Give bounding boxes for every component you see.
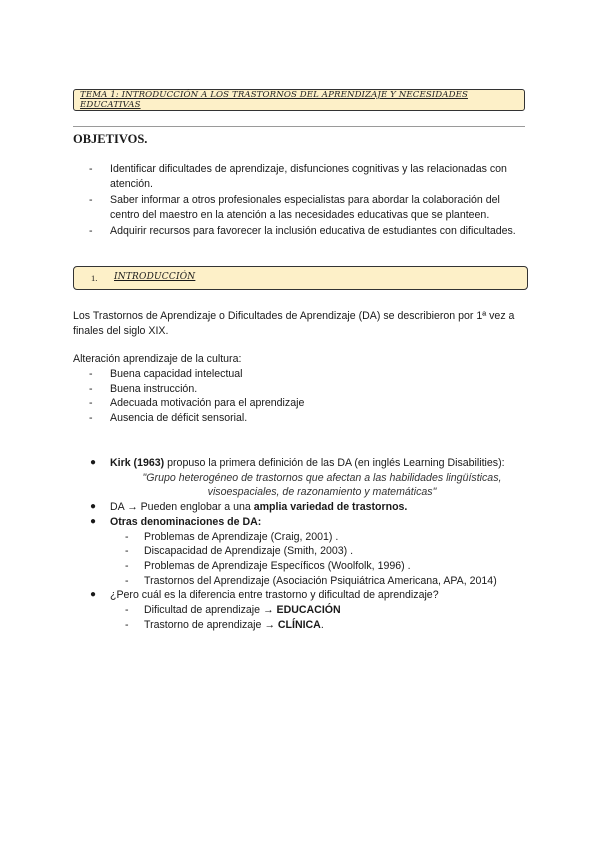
dash-marker: - [125, 530, 129, 543]
list-item-da [85, 500, 535, 515]
dash-marker: - [125, 545, 129, 558]
trastorno-bold: CLÍNICA [277, 618, 321, 631]
dash-marker: - [89, 412, 93, 425]
list-item [75, 162, 525, 191]
list-item [110, 544, 535, 559]
section-title: INTRODUCCIÓN [114, 272, 196, 282]
objetivos-list [75, 162, 525, 240]
dash-marker: - [89, 368, 93, 380]
bullet-list [85, 456, 535, 632]
da-bold: amplia variedad de trastornos. [253, 501, 408, 514]
section-number: 1. [91, 273, 98, 283]
otras-text: Discapacidad de Aprendizaje (Smith, 2003) . [144, 545, 354, 558]
dificultad-bold: EDUCACIÓN [276, 604, 341, 617]
dash-marker: - [89, 193, 93, 206]
alteracion-text: Ausencia de déficit sensorial. [110, 412, 248, 425]
list-item-otras [85, 515, 535, 589]
trastorno-end: . [320, 618, 324, 631]
alteracion-text: Adecuada motivación para el aprendizaje [110, 397, 305, 410]
bullet-marker: ● [90, 515, 97, 527]
dash-marker: - [89, 163, 93, 175]
otras-list [110, 530, 535, 589]
list-item [75, 411, 525, 426]
otras-text: Problemas de Aprendizaje Específicos (Woolfolk, 1996) . [144, 559, 411, 572]
list-item [75, 224, 525, 239]
list-item [75, 193, 525, 222]
list-item [110, 559, 535, 574]
otras-text: Trastornos del Aprendizaje (Asociación Psiquiátrica Americana, APA, 2014) [144, 574, 497, 587]
objetivos-heading: OBJETIVOS. [73, 132, 148, 146]
objetivo-text: Saber informar a otros profesionales especialistas para abordar la colaboración del centro del maestro en la atención a las necesidades educativas que se planteen. [110, 193, 500, 221]
bullet-marker: ● [90, 589, 97, 601]
dash-marker: - [125, 618, 129, 631]
list-item [75, 367, 525, 382]
dash-marker: - [89, 382, 93, 395]
topic-title: TEMA 1: INTRODUCCIÓN A LOS TRASTORNOS DEL APRENDIZAJE Y NECESIDADES EDUCATIVAS [80, 90, 468, 110]
question-text: ¿Pero cuál es la diferencia entre trastorno y dificultad de aprendizaje? [110, 589, 439, 602]
difference-list [110, 603, 535, 632]
list-item [110, 618, 535, 633]
list-item [110, 530, 535, 545]
bullet-marker: ● [90, 501, 97, 513]
da-text: DA → Pueden englobar a una [110, 501, 254, 514]
dash-marker: - [89, 224, 93, 237]
section-heading-box [73, 266, 528, 290]
list-item [110, 603, 535, 618]
alteracion-text: Buena capacidad intelectual [110, 368, 243, 380]
list-item [75, 396, 525, 411]
otras-heading: Otras denominaciones de DA: [110, 515, 262, 528]
kirk-name: Kirk (1963) [110, 457, 165, 469]
otras-text: Problemas de Aprendizaje (Craig, 2001) . [144, 530, 339, 543]
list-item [110, 574, 535, 589]
list-item-question [85, 588, 535, 632]
alteracion-text: Buena instrucción. [110, 382, 198, 395]
bullet-marker: ● [90, 457, 97, 468]
dash-marker: - [89, 397, 93, 410]
divider [73, 126, 525, 127]
alteracion-list [75, 367, 525, 426]
dash-marker: - [125, 559, 129, 572]
list-item [75, 382, 525, 397]
intro-paragraph: Los Trastornos de Aprendizaje o Dificultades de Aprendizaje (DA) se describieron por 1ª vez a finales del siglo XIX. [73, 310, 515, 337]
list-item-kirk [85, 456, 535, 500]
objetivo-text: Adquirir recursos para favorecer la inclusión educativa de estudiantes con dificultades. [110, 224, 516, 237]
kirk-quote: "Grupo heterogéneo de trastornos que afectan a las habilidades lingüísticas, visoespaciales, de razonamiento y matemáticas" [142, 471, 502, 499]
dash-marker: - [125, 574, 129, 587]
kirk-text: propuso la primera definición de las DA (en inglés Learning Disabilities): [164, 457, 505, 469]
objetivo-text: Identificar dificultades de aprendizaje, disfunciones cognitivas y las relacionadas con atención. [110, 163, 507, 190]
trastorno-text: Trastorno de aprendizaje → [144, 618, 278, 631]
alteracion-label: Alteración aprendizaje de la cultura: [73, 353, 242, 365]
dificultad-text: Dificultad de aprendizaje → [144, 604, 277, 617]
dash-marker: - [125, 604, 129, 617]
topic-title-box [73, 89, 525, 111]
